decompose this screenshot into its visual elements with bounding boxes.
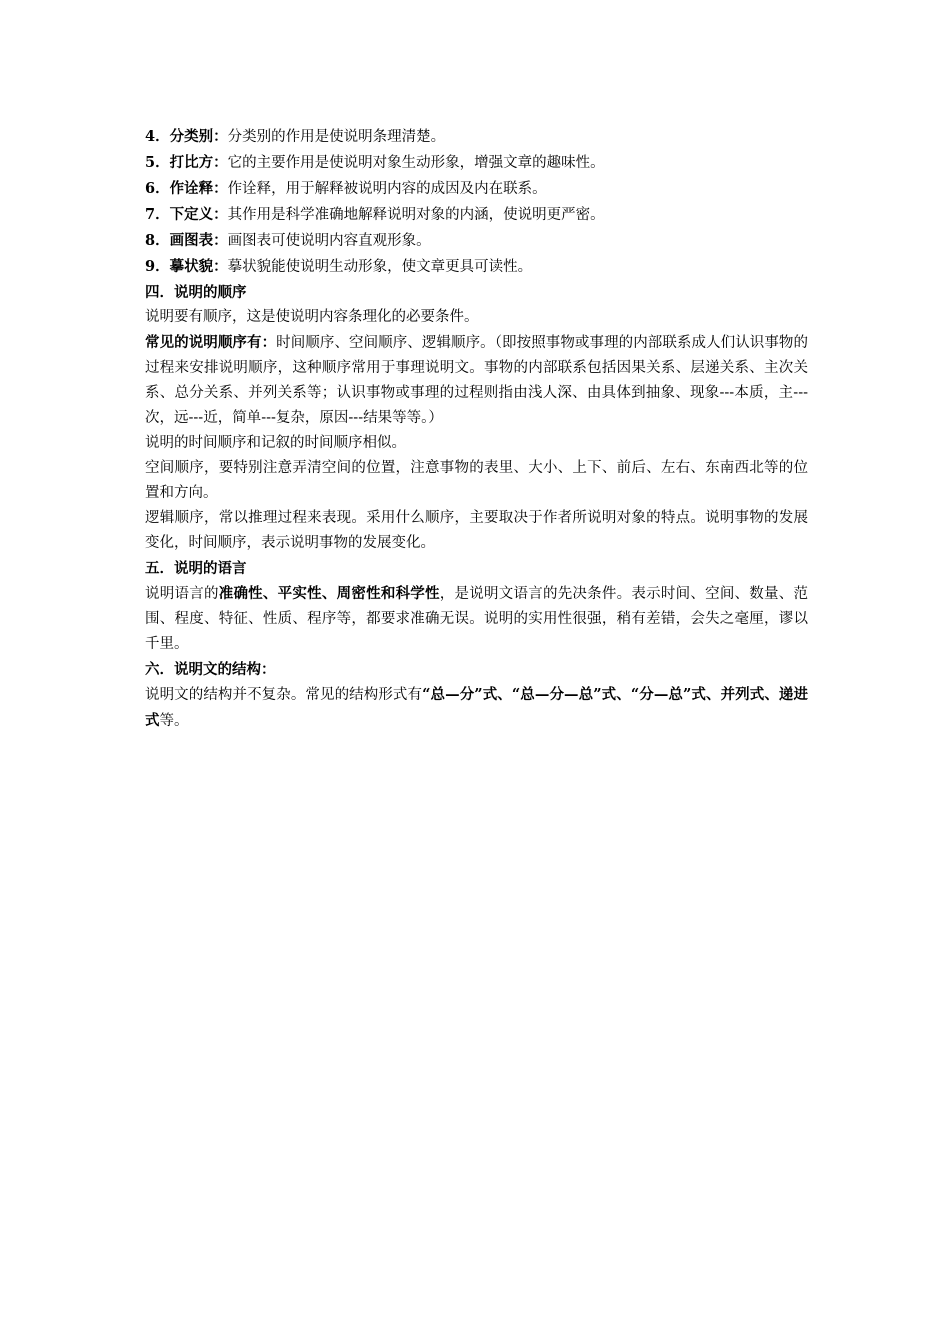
method-item-6 xyxy=(145,176,808,202)
method-item-7 xyxy=(145,202,808,228)
order-time: 说明的时间顺序和记叙的时间顺序相似。 xyxy=(145,435,406,451)
structure-forms: “总—分”式、“总—分—总”式、“分—总”式、并列式、递进式 xyxy=(145,686,809,729)
structure-paragraph xyxy=(145,682,808,734)
method-term: 5．打比方： xyxy=(145,154,228,171)
method-term: 8．画图表： xyxy=(145,232,228,249)
method-desc: 它的主要作用是使说明对象生动形象，增强文章的趣味性。 xyxy=(227,155,605,171)
method-item-8 xyxy=(145,228,808,254)
section-heading-language: 五．说明的语言 xyxy=(145,560,247,577)
method-desc: 摹状貌能使说明生动形象，使文章更具可读性。 xyxy=(227,259,533,275)
language-prefix: 说明语言的 xyxy=(145,586,219,602)
method-item-9 xyxy=(145,254,808,280)
section-heading-order: 四．说明的顺序 xyxy=(145,284,247,301)
order-logic: 逻辑顺序，常以推理过程来表现。采用什么顺序，主要取决于作者所说明对象的特点。说明事物的发展变化，时间顺序，表示说明事物的发展变化。 xyxy=(145,510,808,551)
order-common-label: 常见的说明顺序有： xyxy=(145,334,277,351)
method-desc: 分类别的作用是使说明条理清楚。 xyxy=(227,129,446,145)
language-keywords: 准确性、平实性、周密性和科学性 xyxy=(218,585,440,602)
order-common xyxy=(145,330,808,431)
method-term: 4．分类别： xyxy=(145,128,228,145)
order-intro: 说明要有顺序，这是使说明内容条理化的必要条件。 xyxy=(145,309,479,325)
document-page xyxy=(145,124,808,734)
method-desc: 作诠释，用于解释被说明内容的成因及内在联系。 xyxy=(227,181,547,197)
language-suffix: ，是说明文语言的先决条件。表示时间、空间、数量、范围、程度、特征、性质、程序等，都要求准确无误。说明的实用性很强，稍有差错，会失之毫厘，谬以千里。 xyxy=(145,586,809,652)
order-space: 空间顺序，要特别注意弄清空间的位置，注意事物的表里、大小、上下、前后、左右、东南西北等的位置和方向。 xyxy=(145,460,808,501)
structure-prefix: 说明文的结构并不复杂。常见的结构形式有 xyxy=(145,687,423,703)
method-desc: 其作用是科学准确地解释说明对象的内涵，使说明更严密。 xyxy=(227,207,605,223)
method-term: 9．摹状貌： xyxy=(145,258,228,275)
method-item-4 xyxy=(145,124,808,150)
method-term: 6．作诠释： xyxy=(145,180,228,197)
structure-suffix: 等。 xyxy=(159,713,189,729)
language-paragraph xyxy=(145,581,808,657)
order-common-text: 时间顺序、空间顺序、逻辑顺序。（即按照事物或事理的内部联系成人们认识事物的过程来安排说明顺序，这种顺序常用于事理说明文。事物的内部联系包括因果关系、层递关系、主次关系、总分关系、并列关系等；认识事物或事理的过程则指由浅人深、由具体到抽象、现象---本质，主---次，远---近，简单---复杂，原因---结果等等。） xyxy=(145,335,809,426)
method-term: 7．下定义： xyxy=(145,206,228,223)
section-heading-structure: 六．说明文的结构： xyxy=(145,661,276,678)
method-desc: 画图表可使说明内容直观形象。 xyxy=(227,233,431,249)
method-item-5 xyxy=(145,150,808,176)
